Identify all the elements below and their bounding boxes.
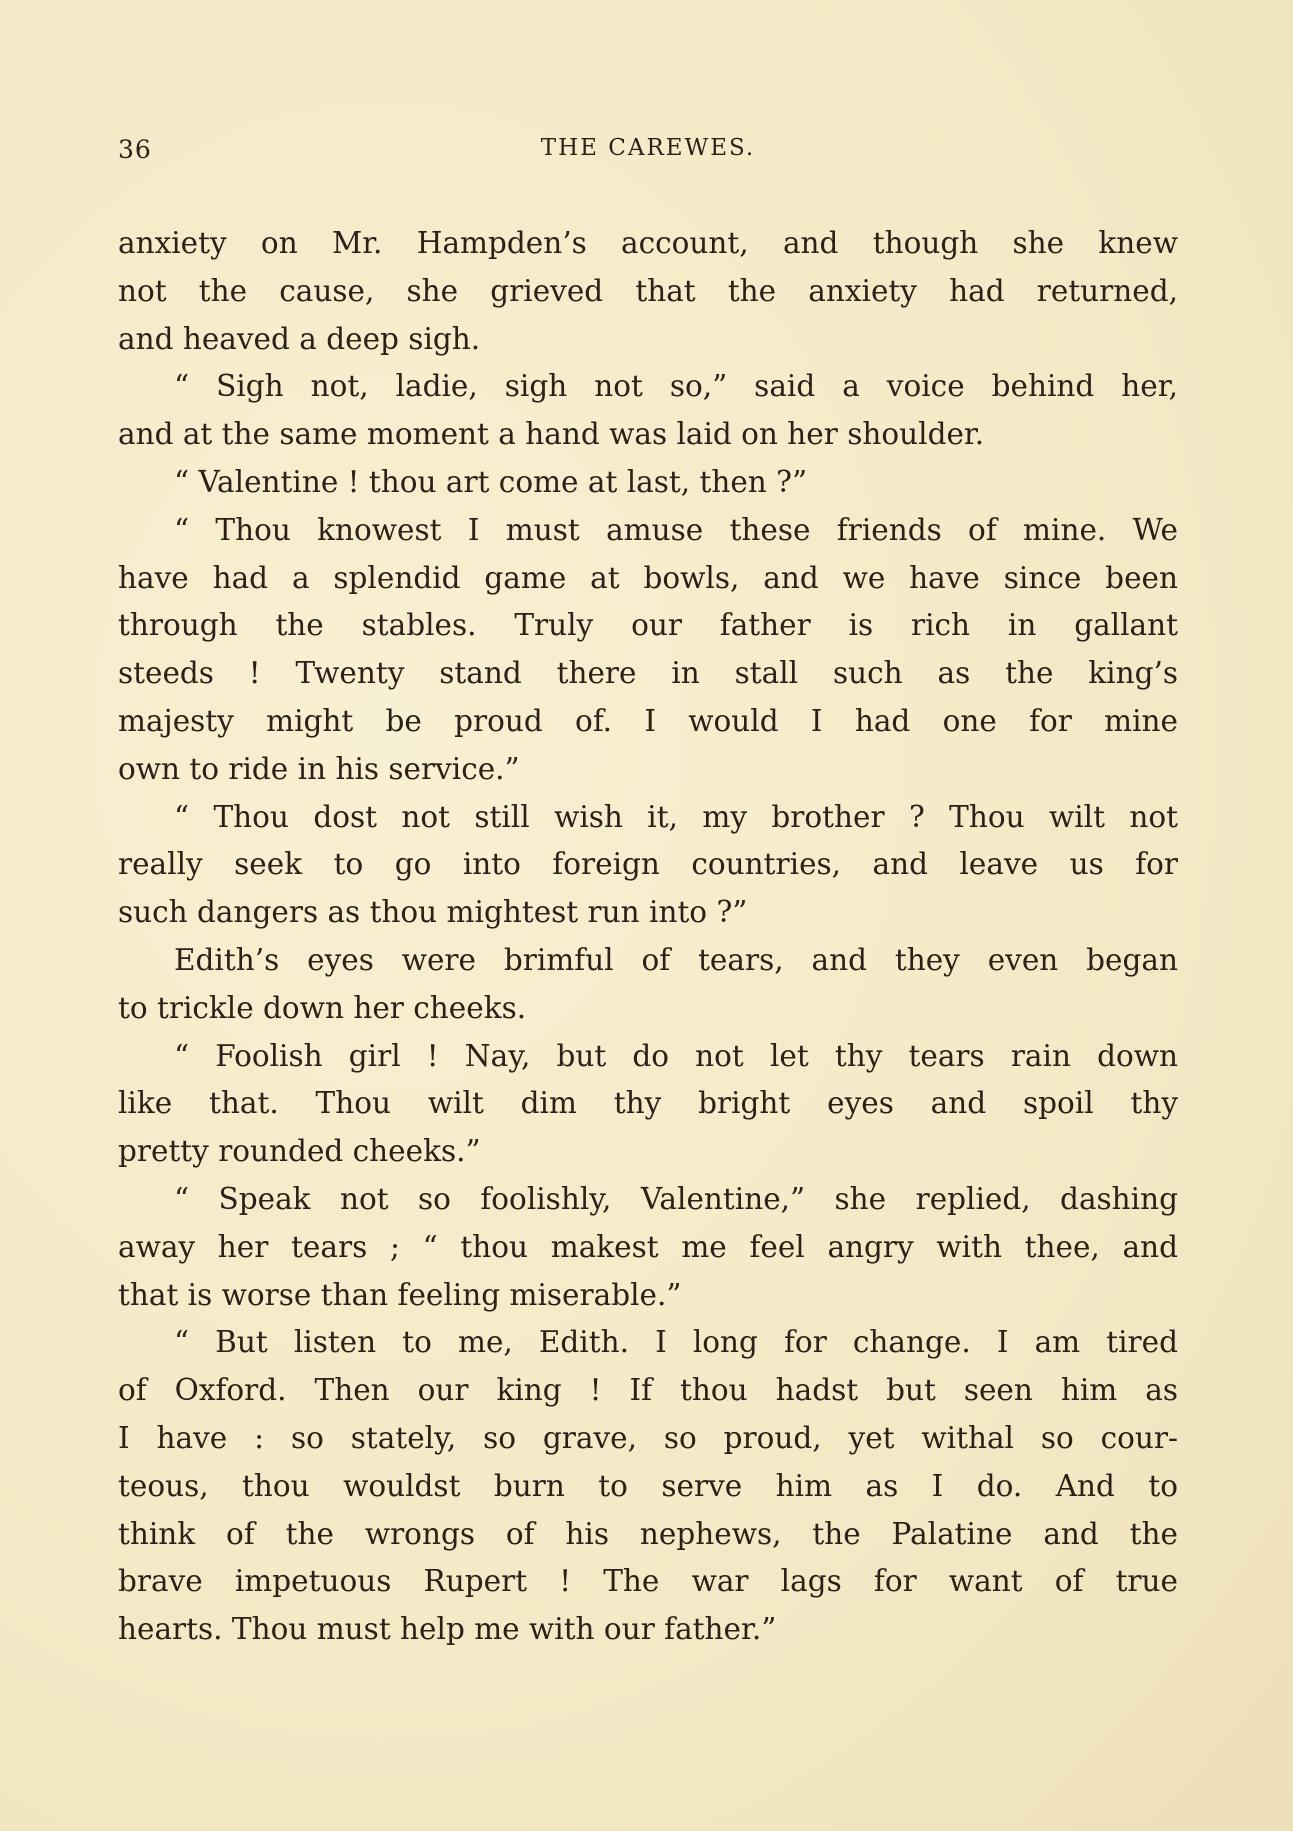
text-line: such dangers as thou mightest run into ?” (118, 895, 748, 930)
text-line: “ But listen to me, Edith. I long for change. I am tired (174, 1325, 1178, 1360)
text-line: pretty rounded cheeks.” (118, 1134, 481, 1169)
text-line: “ Valentine ! thou art come at last, then ?” (174, 464, 808, 499)
text-line: away her tears ; “ thou makest me feel angry with thee, and (118, 1229, 1178, 1264)
book-page (118, 135, 1178, 1795)
text-line: of Oxford. Then our king ! If thou hadst but seen him as (118, 1373, 1178, 1408)
text-line: “ Speak not so foolishly, Valentine,” she replied, dashing (174, 1181, 1178, 1216)
page-header (118, 135, 1178, 175)
text-line: that is worse than feeling miserable.” (118, 1277, 682, 1312)
text-line: Edith’s eyes were brimful of tears, and they even began (174, 942, 1178, 977)
paragraph (118, 507, 1178, 794)
text-line: through the stables. Truly our father is rich in gallant (118, 608, 1178, 643)
text-line: teous, thou wouldst burn to serve him as I do. And to (118, 1468, 1178, 1503)
text-line: “ Sigh not, ladie, sigh not so,” said a voice behind her, (174, 369, 1178, 404)
text-line: like that. Thou wilt dim thy bright eyes and spoil thy (118, 1086, 1178, 1121)
text-line: and at the same moment a hand was laid on her shoulder. (118, 417, 985, 452)
paragraph (118, 1176, 1178, 1319)
text-line: “ Foolish girl ! Nay, but do not let thy tears rain down (174, 1038, 1178, 1073)
text-line: think of the wrongs of his nephews, the Palatine and the (118, 1516, 1178, 1551)
paragraph (118, 1319, 1178, 1654)
paragraph (118, 794, 1178, 937)
text-line: majesty might be proud of. I would I had one for mine (118, 703, 1178, 738)
text-line: not the cause, she grieved that the anxiety had returned, (118, 273, 1178, 308)
text-line: own to ride in his service.” (118, 751, 520, 786)
text-line: “ Thou dost not still wish it, my brother ? Thou wilt not (174, 799, 1178, 834)
text-line: anxiety on Mr. Hampden’s account, and though she knew (118, 226, 1178, 260)
text-line: really seek to go into foreign countries, and leave us for (118, 847, 1178, 882)
text-line: have had a splendid game at bowls, and we have since been (118, 560, 1178, 595)
text-line: hearts. Thou must help me with our father.” (118, 1612, 777, 1647)
paragraph (118, 220, 1178, 363)
text-line: to trickle down her cheeks. (118, 990, 527, 1025)
page-number: 36 (118, 135, 152, 164)
paragraph (118, 1033, 1178, 1176)
paragraph (118, 937, 1178, 1033)
running-title: THE CAREWES. (540, 135, 756, 161)
text-line: “ Thou knowest I must amuse these friends of mine. We (174, 512, 1178, 547)
text-line: brave impetuous Rupert ! The war lags for want of true (118, 1564, 1178, 1599)
text-line: and heaved a deep sigh. (118, 321, 481, 356)
paragraph (118, 459, 1178, 507)
text-line: steeds ! Twenty stand there in stall such as the king’s (118, 656, 1178, 691)
body-text (118, 220, 1178, 1654)
paragraph (118, 363, 1178, 459)
text-line: I have : so stately, so grave, so proud, yet withal so cour- (118, 1420, 1178, 1455)
